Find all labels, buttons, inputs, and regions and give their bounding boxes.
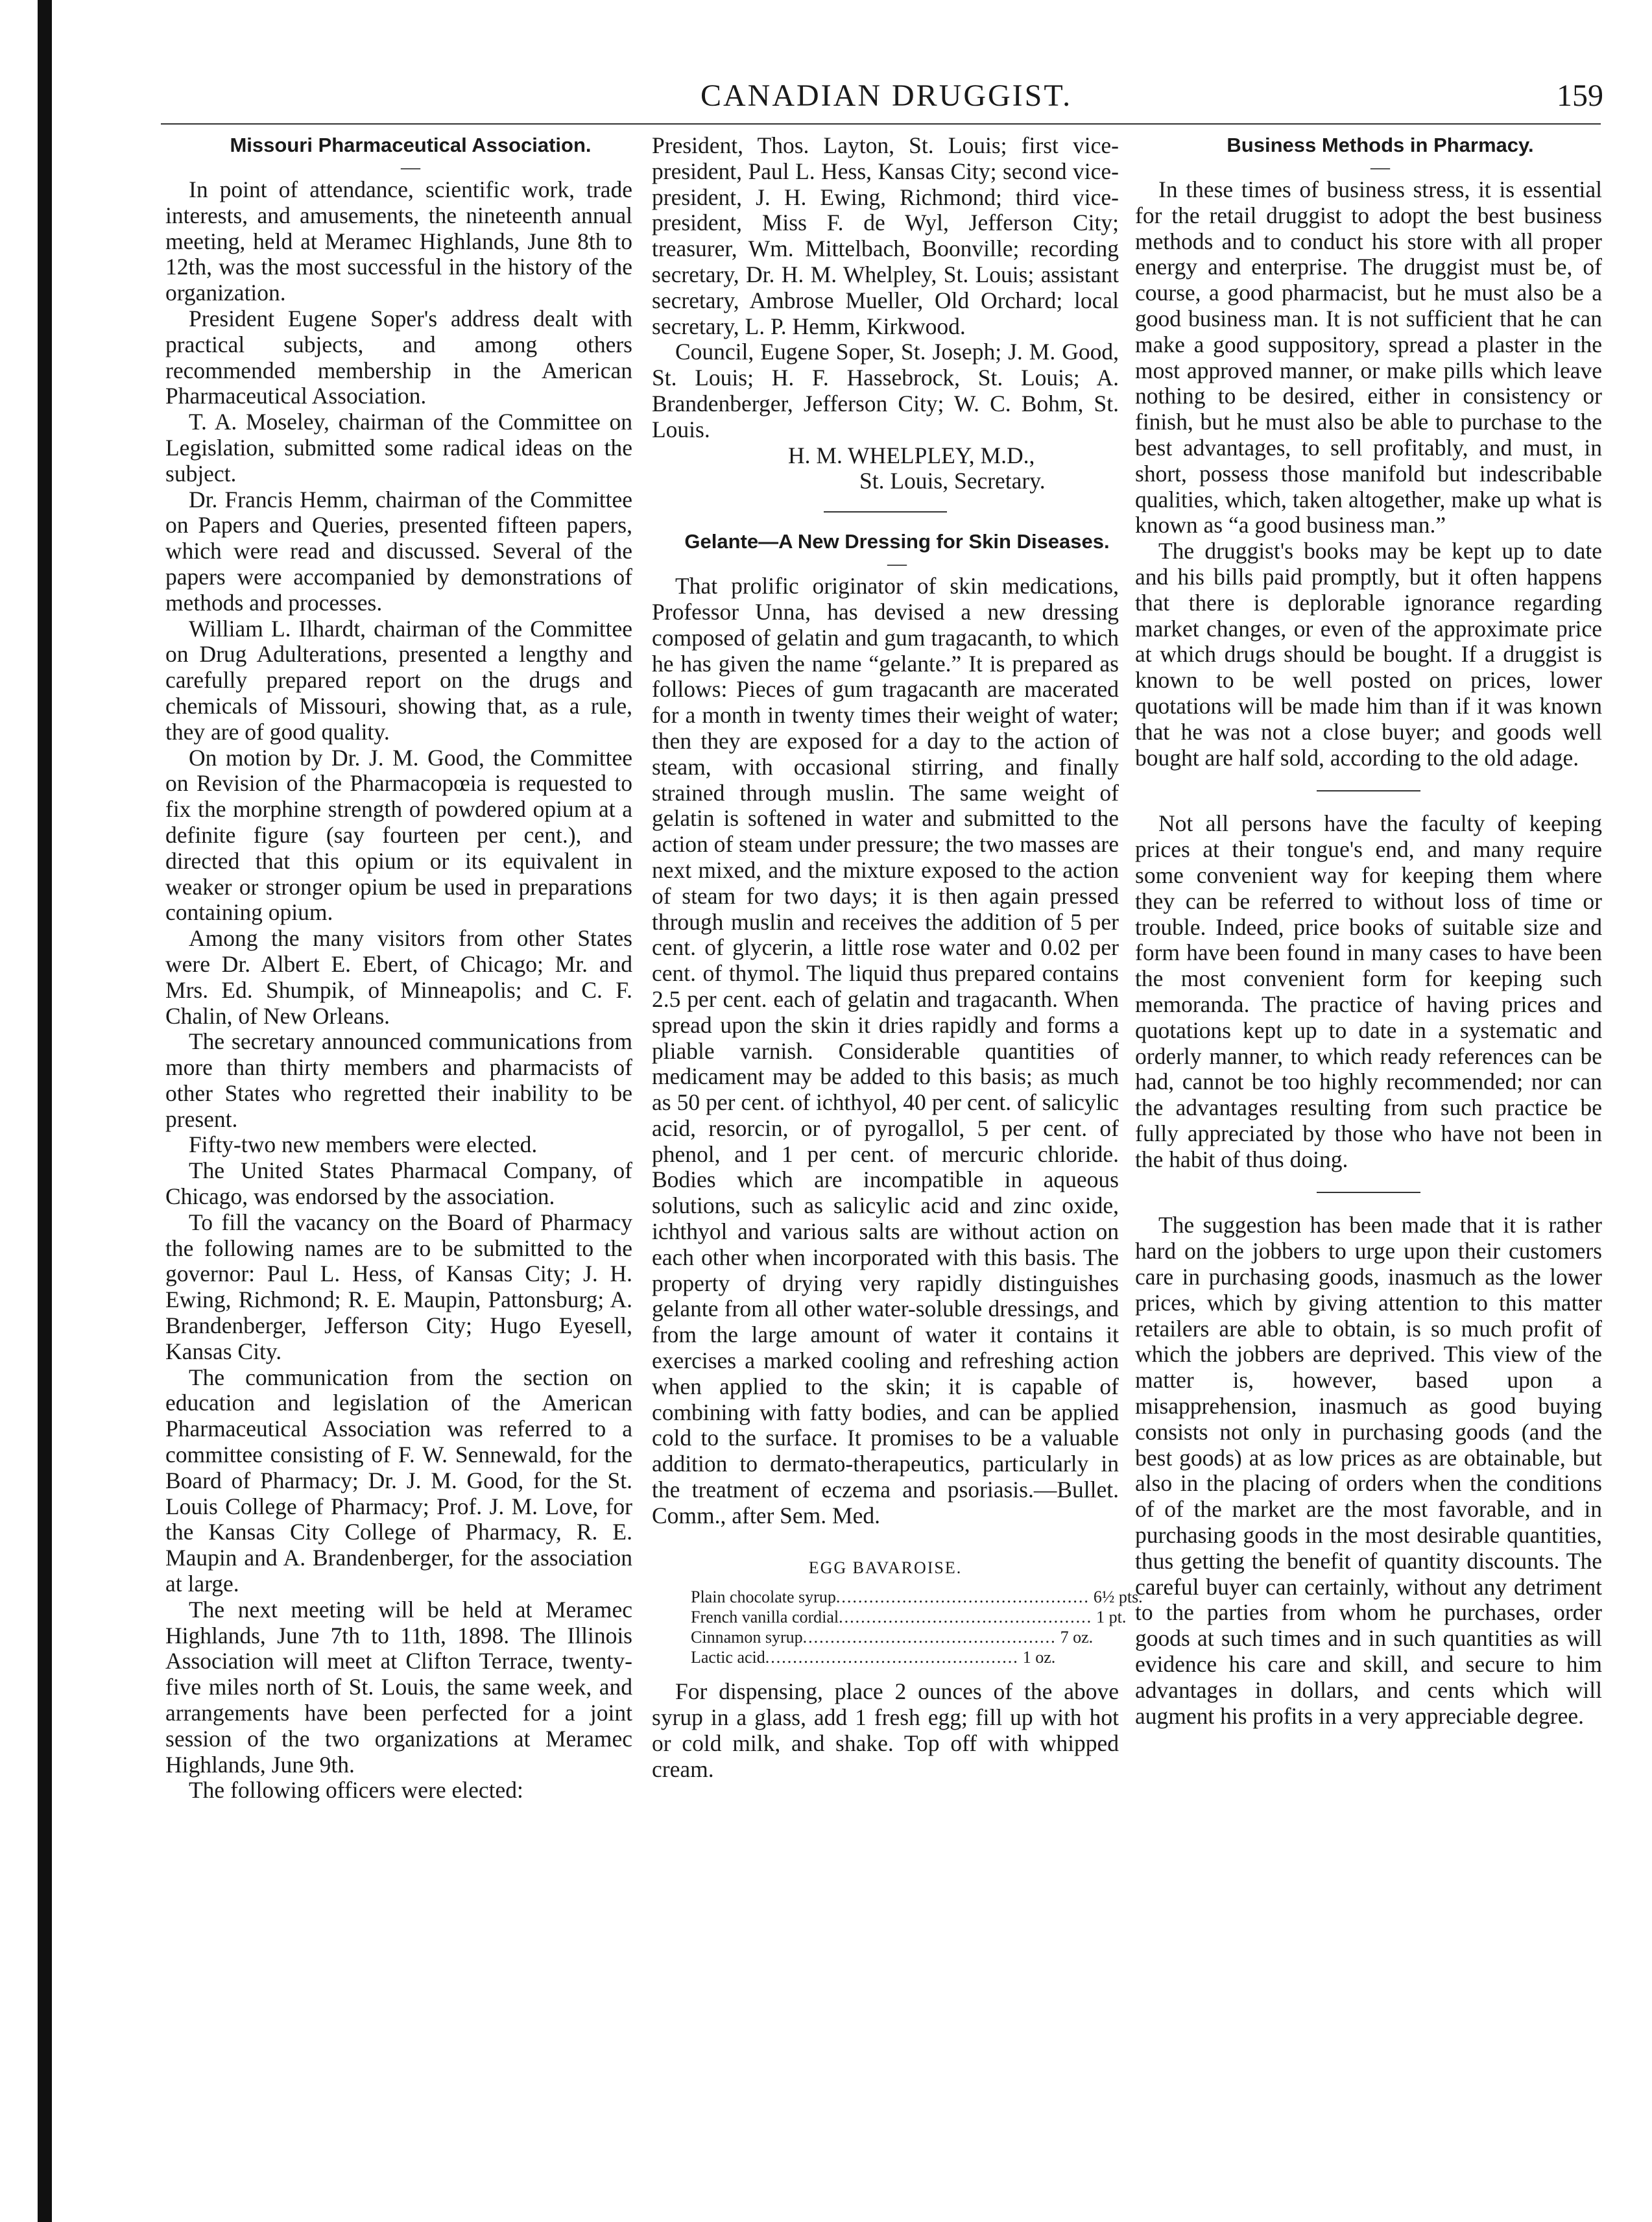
paragraph: To fill the vacancy on the Board of Pharmacy the following names are to be submitted to the governor: Paul L. Hess, of Kansas City; J. H. Ewing, Richmond; R. E. Maupin, Pattonsburg; A. Brandenberger, Jefferson City; Hugo Eyesell, Kansas City. bbox=[165, 1209, 632, 1364]
recipe-ingredients bbox=[691, 1587, 1143, 1667]
heading-dash: — bbox=[887, 553, 907, 575]
column-middle bbox=[652, 132, 1143, 1783]
recipe-row bbox=[691, 1607, 1127, 1627]
signature-title: St. Louis, Secretary. bbox=[859, 468, 1046, 494]
dot-leader: .............................................. bbox=[802, 1628, 1057, 1647]
article-heading-missouri: Missouri Pharmaceutical Association. bbox=[230, 134, 592, 156]
binding-edge bbox=[38, 0, 52, 2222]
paragraph: William L. Ilhardt, chairman of the Committee on Drug Adulterations, presented a lengthy and carefully prepared report on the drugs and chemicals of Missouri, showing that, as a rule, they are of good quality. bbox=[165, 615, 632, 745]
paragraph: The suggestion has been made that it is rather hard on the jobbers to urge upon their customers care in purchasing goods, inasmuch as the lower prices, which by giving attention to this matter retailers are able to obtain, is so much profit of which the jobbers are deprived. This view of the matter is, however, based upon a misapprehension, inasmuch as good buying consists not only in purchasing goods (and the best goods) at as low prices as are obtainable, but also in the placing of orders when the conditions of of the market are the most favorable, and in purchasing goods in the most desirable quantities, thus getting the benefit of quantity discounts. The careful buyer can certainly, without any detriment to the parties from whom he purchases, order goods at such times and in such quantities as will evidence his care and skill, and secure to him advantages in dollars, and cents which will augment his profits in a very appreciable degree. bbox=[1135, 1212, 1602, 1729]
section-divider bbox=[824, 511, 947, 513]
council-list: Council, Eugene Soper, St. Joseph; J. M. Good, St. Louis; H. F. Hassebrock, St. Louis; A. Brandenberger, Jefferson City; W. C. Bohm, St. Louis. bbox=[652, 339, 1119, 442]
ingredient-name: Cinnamon syrup bbox=[691, 1628, 803, 1647]
header-rule bbox=[161, 123, 1601, 125]
heading-dash: — bbox=[1371, 156, 1390, 178]
officers-list: President, Thos. Layton, St. Louis; first vice-president, Paul L. Hess, Kansas City; second vice-president, J. H. Ewing, Richmond; third vice-president, Miss F. de Wyl, Jefferson City; treasurer, Wm. Mittelbach, Boonville; recording secretary, Dr. H. M. Whelpley, St. Louis; assistant secretary, Ambrose Mueller, Old Orchard; local secretary, L. P. Hemm, Kirkwood. bbox=[652, 132, 1119, 339]
paragraph: President Eugene Soper's address dealt with practical subjects, and among others recommended membership in the American Pharmaceutical Association. bbox=[165, 305, 632, 409]
page-number: 159 bbox=[1557, 78, 1603, 113]
paragraph: Dr. Francis Hemm, chairman of the Committee on Papers and Queries, presented fifteen papers, which were read and discussed. Several of the papers were accompanied by demonstrations of methods and processes. bbox=[165, 486, 632, 616]
recipe-row bbox=[691, 1627, 1094, 1647]
paragraph: The following officers were elected: bbox=[189, 1777, 523, 1804]
paragraph: In point of attendance, scientific work, trade interests, and amusements, the nineteenth annual meeting, held at Meramec Highlands, June 8th to 12th, was the most successful in the history of the organization. bbox=[165, 176, 632, 306]
paragraph: In these times of business stress, it is essential for the retail druggist to adopt the best business methods and to conduct his store with all proper energy and enterprise. The druggist must be, of course, a good pharmacist, but he must also be a good business man. It is not sufficient that he can make a good suppository, spread a plaster in the most approved manner, or make pills which leave nothing to be desired, either in consistency or finish, but he must also be able to purchase to the best advantages, to sell profitably, and must, in short, possess those manifold but indescribable qualities, which, taken altogether, make up what is known as “a good business man.” bbox=[1135, 176, 1602, 538]
ingredient-name: French vanilla cordial bbox=[691, 1608, 839, 1627]
page-header bbox=[0, 73, 1652, 118]
paragraph: On motion by Dr. J. M. Good, the Committee on Revision of the Pharmacopœia is requested to fix the morphine strength of powdered opium at a definite figure (say fourteen per cent.), and directed that this opium or its equivalent in weaker or stronger opium be used in preparations containing opium. bbox=[165, 744, 632, 926]
heading-dash: — bbox=[401, 156, 420, 178]
article-heading-business: Business Methods in Pharmacy. bbox=[1227, 134, 1534, 156]
ingredient-name: Lactic acid bbox=[691, 1648, 765, 1667]
article-heading-gelante: Gelante—A New Dressing for Skin Diseases. bbox=[684, 530, 1110, 553]
dot-leader: .............................................. bbox=[765, 1648, 1019, 1667]
recipe-title: EGG BAVAROISE. bbox=[808, 1558, 963, 1577]
column-right bbox=[1135, 133, 1602, 1729]
section-divider bbox=[1317, 790, 1420, 791]
section-divider bbox=[1317, 1192, 1420, 1193]
recipe-row bbox=[691, 1647, 1054, 1667]
dot-leader: .............................................. bbox=[835, 1588, 1090, 1607]
ingredient-qty: 6½ pts. bbox=[1093, 1588, 1143, 1607]
paragraph: The secretary announced communications from more than thirty members and pharmacists of other States who regretted their inability to be present. bbox=[165, 1028, 632, 1132]
paragraph: The communication from the section on education and legislation of the American Pharmaceutical Association was referred to a committee consisting of F. W. Sennewald, for the Board of Pharmacy; Dr. J. M. Good, for the St. Louis College of Pharmacy; Prof. J. M. Love, for the Kansas City College of Pharmacy, R. E. Maupin and A. Brandenberger, for the association at large. bbox=[165, 1364, 632, 1597]
ingredient-qty: 1 pt. bbox=[1096, 1608, 1127, 1627]
paragraph: The United States Pharmacal Company, of Chicago, was endorsed by the association. bbox=[165, 1157, 632, 1210]
ingredient-qty: 7 oz. bbox=[1060, 1628, 1094, 1647]
column-left bbox=[165, 133, 632, 1804]
dot-leader: .............................................. bbox=[839, 1608, 1093, 1627]
signature-name: H. M. WHELPLEY, M.D., bbox=[788, 442, 1035, 468]
recipe-instructions: For dispensing, place 2 ounces of the above syrup in a glass, add 1 fresh egg; fill up with hot or cold milk, and shake. Top off with whipped cream. bbox=[652, 1678, 1119, 1782]
journal-title: CANADIAN DRUGGIST. bbox=[700, 78, 1073, 113]
paragraph: T. A. Moseley, chairman of the Committee on Legislation, submitted some radical ideas on the subject. bbox=[165, 409, 632, 487]
ingredient-name: Plain chocolate syrup bbox=[691, 1588, 836, 1607]
recipe-row bbox=[691, 1587, 1143, 1607]
paragraph: That prolific originator of skin medications, Professor Unna, has devised a new dressing composed of gelatin and gum tragacanth, to which he has given the name “gelante.” It is prepared as follows: Pieces of gum tragacanth are macerated for a month in twenty times their weight of water; then they are exposed for a day to the action of steam, with occasional stirring, and finally strained through muslin. The same weight of gelatin is softened in water and submitted to the action of steam under pressure; the two masses are next mixed, and the mixture exposed to the action of steam for two days; it is then again pressed through muslin and receives the addition of 5 per cent. of glycerin, a little rose water and 0.02 per cent. of thymol. The liquid thus prepared contains 2.5 per cent. each of gelatin and tragacanth. When spread upon the skin it dries rapidly and forms a pliable varnish. Considerable quantities of medicament may be added to this basis; as much as 50 per cent. of ichthyol, 40 per cent. of salicylic acid, resorcin, or of pyrogallol, 5 per cent. of phenol, and 1 per cent. of mercuric chloride. Bodies which are incompatible in aqueous solutions, such as salicylic acid and zinc oxide, ichthyol and various salts are without action on each other when incorporated with this basis. The property of drying very rapidly distinguishes gelante from all other water-soluble dressings, and from the large amount of water it contains it exercises a marked cooling and refreshing action when applied to the skin; it is capable of combining with fatty bodies, and can be applied cold to the surface. It promises to be a valuable addition to dermato-therapeutics, particularly in the treatment of eczema and psoriasis.—Bullet. Comm., after Sem. Med. bbox=[652, 573, 1119, 1528]
paragraph: Fifty-two new members were elected. bbox=[189, 1131, 538, 1158]
paragraph: The druggist's books may be kept up to date and his bills paid promptly, but it often happens that there is deplorable ignorance regarding market changes, or even of the approximate price at which drugs should be bought. If a druggist is known to be well posted on prices, lower quotations will be made him than if it was known that he was not a close buyer; and goods well bought are half sold, according to the old adage. bbox=[1135, 538, 1602, 771]
paragraph: Among the many visitors from other States were Dr. Albert E. Ebert, of Chicago; Mr. and Mrs. Ed. Shumpik, of Minneapolis; and C. F. Chalin, of New Orleans. bbox=[165, 925, 632, 1029]
ingredient-qty: 1 oz. bbox=[1022, 1648, 1056, 1667]
paragraph: The next meeting will be held at Meramec Highlands, June 7th to 11th, 1898. The Illinois Association will meet at Clifton Terrace, twenty-five miles north of St. Louis, the same week, and arrangements have been perfected for a joint session of the two organizations at Meramec Highlands, June 9th. bbox=[165, 1596, 632, 1778]
paragraph: Not all persons have the faculty of keeping prices at their tongue's end, and many require some convenient way for keeping them where they can be referred to without loss of time or trouble. Indeed, price books of suitable size and form have been found in many cases to have been the most convenient form for keeping such memoranda. The practice of having prices and quotations kept up to date in a systematic and orderly manner, to which ready references can be had, cannot be too highly recommended; nor can the advantages resulting from such practice be fully appreciated by those who have not been in the habit of thus doing. bbox=[1135, 810, 1602, 1172]
